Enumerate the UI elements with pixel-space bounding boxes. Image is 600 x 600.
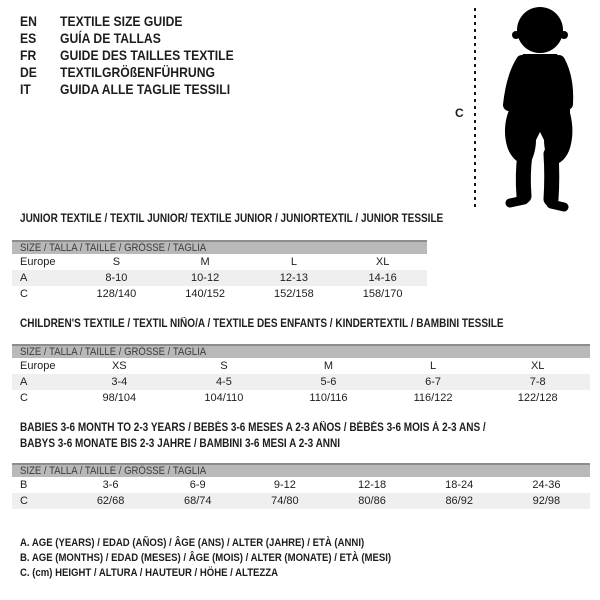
height-measure-dashed-line xyxy=(474,8,476,210)
table-cell: 9-12 xyxy=(273,479,296,491)
table-cell: 10-12 xyxy=(191,272,220,284)
children-size-table xyxy=(12,344,590,406)
table-row xyxy=(12,358,590,374)
table-cell: 92/98 xyxy=(532,495,561,507)
table-cell: 18-24 xyxy=(445,479,474,491)
table-cell: 158/170 xyxy=(362,288,403,300)
row-label: C xyxy=(20,495,28,507)
language-row xyxy=(20,47,234,64)
measure-label-c: C xyxy=(455,106,464,120)
table-cell: 122/128 xyxy=(517,392,558,404)
table-cell: 110/116 xyxy=(309,392,348,404)
language-title: GUÍA DE TALLAS xyxy=(60,30,161,46)
size-header-band: SIZE / TALLA / TAILLE / GRÖSSE / TAGLIA xyxy=(12,240,427,254)
size-header-band: SIZE / TALLA / TAILLE / GRÖSSE / TAGLIA xyxy=(12,463,590,477)
table-cell: 8-10 xyxy=(105,272,128,284)
row-label: A xyxy=(20,376,28,388)
table-cell: 5-6 xyxy=(320,376,337,388)
row-label: B xyxy=(20,479,28,491)
row-label: C xyxy=(20,392,28,404)
row-label: Europe xyxy=(20,256,56,268)
table-cell: 140/152 xyxy=(185,288,225,300)
table-row xyxy=(12,270,427,286)
table-cell: 128/140 xyxy=(96,288,137,300)
language-code: ES xyxy=(20,30,37,46)
language-code: IT xyxy=(20,81,31,97)
language-title: GUIDA ALLE TAGLIE TESSILI xyxy=(60,81,231,97)
size-header-band: SIZE / TALLA / TAILLE / GRÖSSE / TAGLIA xyxy=(12,344,590,358)
table-cell: 62/68 xyxy=(96,495,125,507)
language-title-list xyxy=(20,13,234,98)
babies-table-title-line2: BABYS 3-6 MONATE BIS 2-3 JAHRE / BAMBINI 3-6 MESI A 2-3 ANNI xyxy=(20,438,341,450)
footnote-list xyxy=(20,536,447,581)
table-cell: L xyxy=(290,256,297,268)
table-cell: 80/86 xyxy=(358,495,386,507)
table-cell: XL xyxy=(375,256,390,268)
table-cell: S xyxy=(112,256,121,268)
table-cell: M xyxy=(200,256,210,268)
babies-size-table xyxy=(12,463,590,509)
language-row xyxy=(20,13,234,30)
junior-size-table xyxy=(12,240,427,302)
table-cell: 12-13 xyxy=(279,272,308,284)
table-cell: 116/122 xyxy=(413,392,453,404)
table-row xyxy=(12,477,590,493)
table-row xyxy=(12,374,590,390)
table-cell: 3-6 xyxy=(102,479,119,491)
table-cell: 4-5 xyxy=(215,376,232,388)
table-row xyxy=(12,493,590,509)
table-cell: M xyxy=(323,360,334,372)
language-row xyxy=(20,30,234,47)
table-cell: XS xyxy=(111,360,127,372)
row-label: A xyxy=(20,272,28,284)
table-cell: 14-16 xyxy=(368,272,397,284)
language-row xyxy=(20,64,234,81)
table-cell: 6-7 xyxy=(425,376,442,388)
footnote-c: C. (cm) HEIGHT / ALTURA / HAUTEUR / HÖHE / ALTEZZA xyxy=(20,567,279,579)
language-title: TEXTILE SIZE GUIDE xyxy=(60,13,183,29)
language-title: TEXTILGRÖßENFÜHRUNG xyxy=(60,64,215,80)
table-row xyxy=(12,254,427,270)
table-cell: S xyxy=(220,360,228,372)
row-label: C xyxy=(20,288,28,300)
table-cell: L xyxy=(430,360,437,372)
table-cell: 24-36 xyxy=(532,479,561,491)
baby-silhouette xyxy=(484,4,596,212)
table-cell: 104/110 xyxy=(204,392,244,404)
table-cell: 12-18 xyxy=(357,479,387,491)
table-cell: 98/104 xyxy=(102,392,137,404)
table-cell: 74/80 xyxy=(271,495,299,507)
language-title: GUIDE DES TAILLES TEXTILE xyxy=(60,47,234,63)
table-cell: 6-9 xyxy=(189,479,206,491)
footnote-b: B. AGE (MONTHS) / EDAD (MESES) / ÂGE (MOIS) / ALTER (MONATE) / ETÀ (MESI) xyxy=(20,552,392,564)
table-cell: 3-4 xyxy=(111,376,128,388)
table-cell: 86/92 xyxy=(445,495,473,507)
language-row xyxy=(20,81,234,98)
footnote-a: A. AGE (YEARS) / EDAD (AÑOS) / ÂGE (ANS) / ALTER (JAHRE) / ETÀ (ANNI) xyxy=(20,537,365,549)
table-cell: 152/158 xyxy=(273,288,314,300)
language-code: FR xyxy=(20,47,37,63)
children-table-title: CHILDREN'S TEXTILE / TEXTIL NIÑO/A / TEXTILE DES ENFANTS / KINDERTEXTIL / BAMBINI TESSILE xyxy=(20,318,504,330)
table-row xyxy=(12,286,427,302)
junior-table-title: JUNIOR TEXTILE / TEXTIL JUNIOR/ TEXTILE JUNIOR / JUNIORTEXTIL / JUNIOR TESSILE xyxy=(20,213,444,225)
language-code: EN xyxy=(20,13,37,29)
babies-table-title-line1: BABIES 3-6 MONTH TO 2-3 YEARS / BEBÉS 3-6 MESES A 2-3 AÑOS / BÉBÉS 3-6 MOIS À 2-3 ANS / xyxy=(20,422,486,434)
table-row xyxy=(12,390,590,406)
language-code: DE xyxy=(20,64,37,80)
row-label: Europe xyxy=(20,360,56,372)
table-cell: 7-8 xyxy=(529,376,546,388)
table-cell: 68/74 xyxy=(183,495,212,507)
table-cell: XL xyxy=(530,360,545,372)
